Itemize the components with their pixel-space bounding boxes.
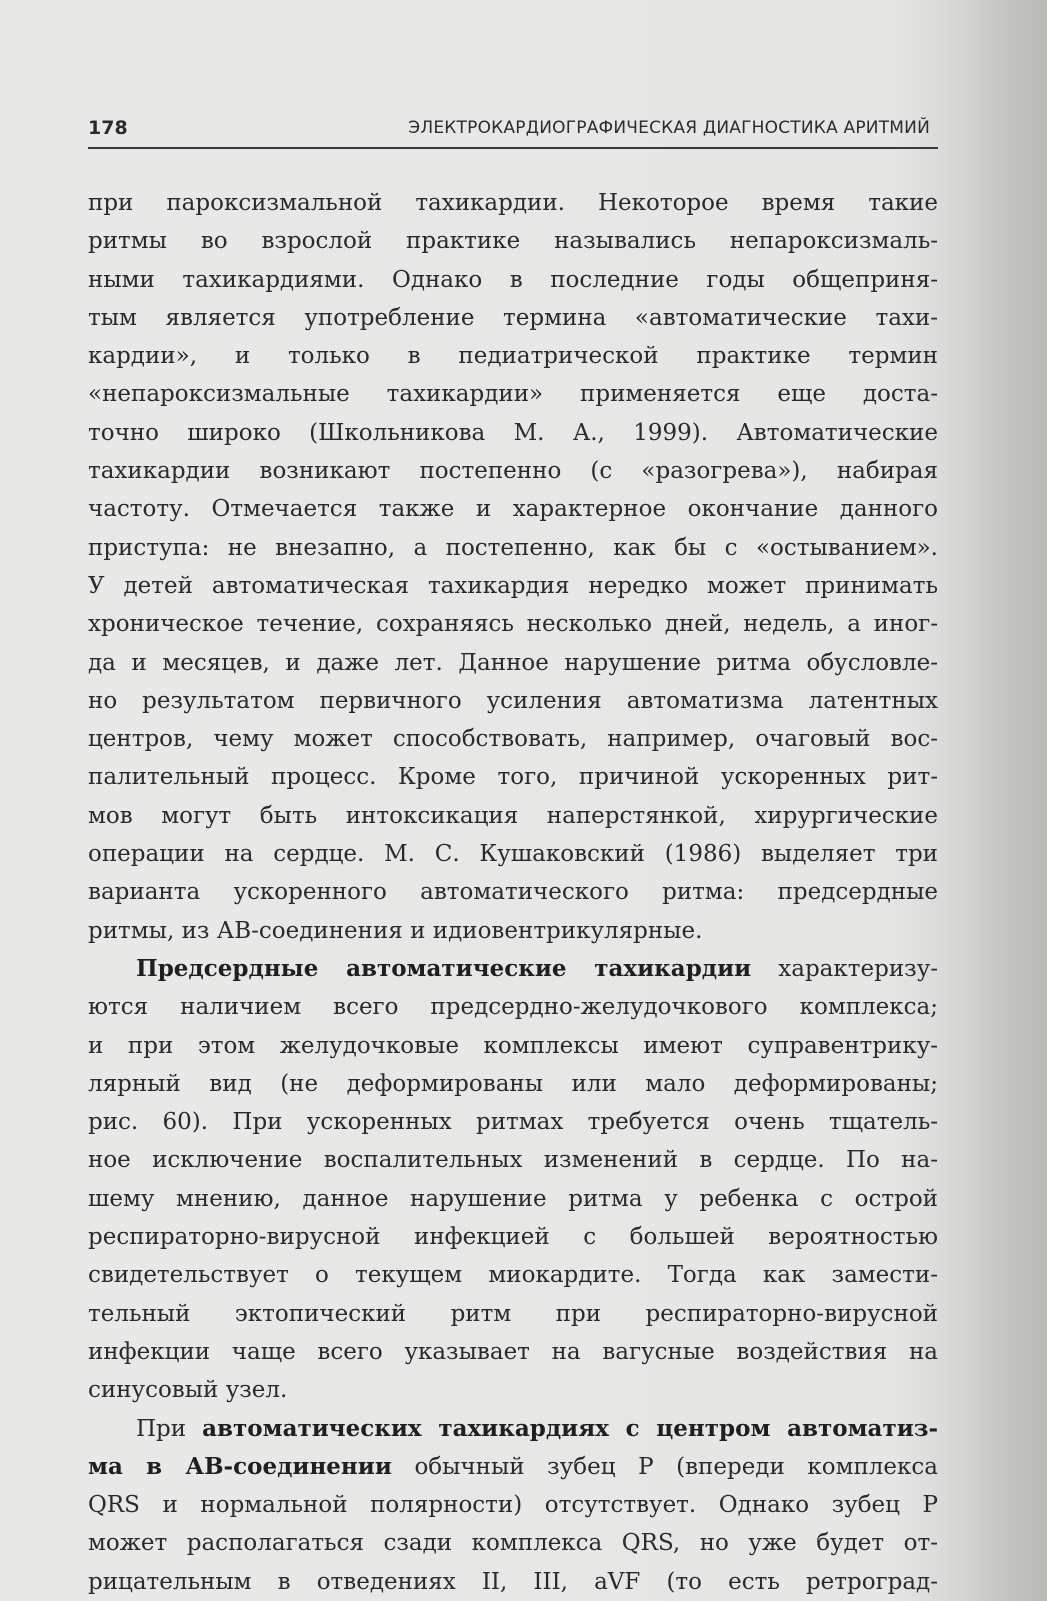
- text-line: да и месяцев, и даже лет. Данное нарушение ритма обусловле-: [88, 649, 938, 676]
- text-line: [88, 950, 938, 988]
- text-line: ритмы, из АВ-соединения и идиовентрикулярные.: [88, 917, 703, 944]
- text-line: мов могут быть интоксикация наперстянкой, хирургические: [88, 802, 938, 829]
- text-line: может располагаться сзади комплекса QRS, но уже будет от-: [88, 1530, 938, 1557]
- text-line: палительный процесс. Кроме того, причиной ускоренных рит-: [88, 764, 938, 791]
- text-line: тым является употребление термина «автоматические тахи-: [88, 304, 938, 331]
- text-line: при пароксизмальной тахикардии. Некоторое время такие: [88, 190, 938, 216]
- text-line: операции на сердце. М. С. Кушаковский (1986) выделяет три: [88, 841, 938, 868]
- text-line: частоту. Отмечается также и характерное окончание данного: [88, 496, 938, 523]
- text-line: свидетельствует о текущем миокардите. Тогда как замести-: [88, 1262, 938, 1289]
- text-line: ритмы во взрослой практике назывались непароксизмаль-: [88, 228, 938, 255]
- text-line: и при этом желудочковые комплексы имеют суправентрику-: [88, 1032, 938, 1059]
- bold-term: Предсердные автоматические тахикардии: [136, 954, 752, 982]
- text-line: тахикардии возникают постепенно (с «разогрева»), набирая: [88, 458, 938, 485]
- text-line: рицательным в отведениях II, III, aVF (то есть ретроград-: [88, 1568, 938, 1595]
- text-line: инфекции чаще всего указывает на вагусные воздействия на: [88, 1338, 938, 1365]
- text-line: синусовый узел.: [88, 1377, 288, 1404]
- text-line: тельный эктопический ритм при респираторно-вирусной: [88, 1300, 938, 1327]
- page-header: [88, 115, 938, 149]
- text-line: но результатом первичного усиления автоматизма латентных: [88, 687, 938, 714]
- paragraph-2: [88, 950, 938, 1410]
- text-line: хроническое течение, сохраняясь несколько дней, недель, а иног-: [88, 611, 938, 638]
- text-line: [88, 1448, 938, 1486]
- page-number: 178: [88, 117, 128, 139]
- text-line: ются наличием всего предсердно-желудочкового комплекса;: [88, 994, 938, 1021]
- text-line: «непароксизмальные тахикардии» применяется еще доста-: [88, 381, 938, 408]
- text-line: центров, чему может способствовать, например, очаговый вос-: [88, 726, 938, 753]
- text-line: приступа: не внезапно, а постепенно, как бы с «остыванием».: [88, 534, 938, 561]
- paragraph-1: [88, 184, 938, 950]
- text-line: У детей автоматическая тахикардия нередко может принимать: [88, 572, 938, 599]
- bold-term: ма в АВ-соединении: [88, 1452, 392, 1480]
- text-line: ное исключение воспалительных изменений в сердце. По на-: [88, 1147, 938, 1174]
- running-head: ЭЛЕКТРОКАРДИОГРАФИЧЕСКАЯ ДИАГНОСТИКА АРИТМИЙ: [408, 118, 930, 138]
- text-line: лярный вид (не деформированы или мало деформированы;: [88, 1070, 938, 1097]
- text-run: При: [136, 1415, 203, 1442]
- paragraph-3: [88, 1410, 938, 1601]
- text-line: рис. 60). При ускоренных ритмах требуется очень тщатель-: [88, 1109, 938, 1136]
- text-line: шему мнению, данное нарушение ритма у ребенка с острой: [88, 1185, 938, 1212]
- text-line: точно широко (Школьникова М. А., 1999). Автоматические: [88, 419, 938, 446]
- text-line: ными тахикардиями. Однако в последние годы общеприня-: [88, 266, 938, 293]
- text-run: характеризу-: [751, 955, 938, 982]
- text-line: [88, 1410, 938, 1448]
- body-text: [88, 184, 938, 1601]
- text-line: QRS и нормальной полярности) отсутствует. Однако зубец P: [88, 1492, 938, 1519]
- text-line: кардии», и только в педиатрической практике термин: [88, 343, 938, 370]
- text-run: обычный зубец P (впереди комплекса: [391, 1453, 938, 1480]
- bold-term: автоматических тахикардиях с центром автоматиз-: [202, 1414, 938, 1442]
- text-line: респираторно-вирусной инфекцией с большей вероятностью: [88, 1224, 938, 1251]
- text-line: варианта ускоренного автоматического ритма: предсердные: [88, 879, 938, 906]
